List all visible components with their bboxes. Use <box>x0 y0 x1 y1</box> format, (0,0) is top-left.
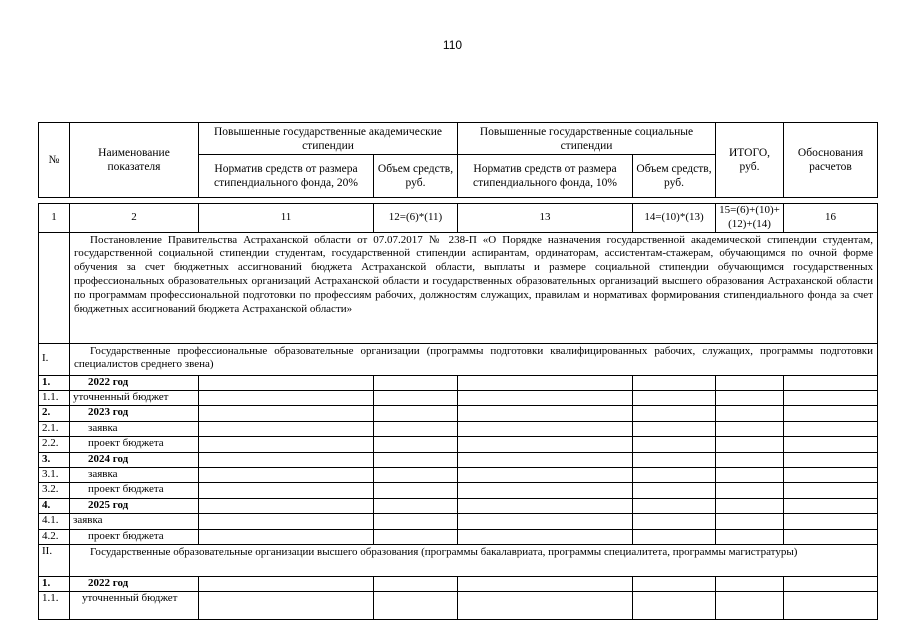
value-cell <box>458 390 633 405</box>
value-cell <box>374 529 458 544</box>
decree-row <box>39 232 878 343</box>
value-cell <box>716 452 784 467</box>
row-number: 2.2. <box>39 437 70 452</box>
value-cell <box>784 576 878 591</box>
header-social-group: Повышенные государственные социальные стипендии <box>458 123 716 155</box>
value-cell <box>716 406 784 421</box>
row-label: 2022 год <box>70 375 199 390</box>
section-row <box>39 544 878 576</box>
value-cell <box>784 498 878 513</box>
column-number: 2 <box>70 204 199 233</box>
header-academic-group: Повышенные государственные академические стипендии <box>199 123 458 155</box>
row-number: 3.2. <box>39 483 70 498</box>
header-social-norm: Норматив средств от размера стипендиального фонда, 10% <box>458 155 633 198</box>
value-cell <box>458 437 633 452</box>
row-label: 2024 год <box>70 452 199 467</box>
value-cell <box>633 390 716 405</box>
table-row <box>39 452 878 467</box>
table-row <box>39 483 878 498</box>
column-number: 13 <box>458 204 633 233</box>
value-cell <box>199 437 374 452</box>
value-cell <box>199 514 374 529</box>
value-cell <box>199 576 374 591</box>
row-number: 3. <box>39 452 70 467</box>
row-label: 2023 год <box>70 406 199 421</box>
value-cell <box>784 390 878 405</box>
section-title: Государственные профессиональные образовательные организации (программы подготовки квалифицированных рабочих, служащих, программы подготовки специалистов среднего звена) <box>70 343 878 375</box>
value-cell <box>716 437 784 452</box>
value-cell <box>199 483 374 498</box>
section-number: II. <box>39 544 70 576</box>
value-cell <box>633 437 716 452</box>
table-row <box>39 390 878 405</box>
page-number: 110 <box>442 38 463 52</box>
header-social-volume: Объем средств, руб. <box>633 155 716 198</box>
table-row <box>39 467 878 482</box>
decree-text: Постановление Правительства Астраханской области от 07.07.2017 № 238-П «О Порядке назначения государственной академической стипендии студентам, государственной социальной стипендии студентам, государственной стипендии аспирантам, ординаторам, ассистентам-стажерам, обучающимся по очной форме обучения за счет бюджетных ассигнований бюджета Астраханской области, выплаты и размере социальной стипендии обучающимся государственных профессиональных образовательных организаций Астраханской области и государственных образовательных организаций высшего образования Астраханской области по программам профессиональной подготовки по профессиям рабочих, должностям служащих, правилам и нормативах формирования стипендиального фонда за счет бюджетных ассигнований бюджета Астраханской области» <box>70 232 878 343</box>
value-cell <box>458 592 633 620</box>
column-number: 12=(6)*(11) <box>374 204 458 233</box>
value-cell <box>199 406 374 421</box>
table-row <box>39 498 878 513</box>
value-cell <box>458 529 633 544</box>
value-cell <box>374 592 458 620</box>
table-row <box>39 592 878 620</box>
value-cell <box>458 452 633 467</box>
value-cell <box>716 592 784 620</box>
section-number: I. <box>39 343 70 375</box>
table-row <box>39 529 878 544</box>
value-cell <box>784 529 878 544</box>
section-title: Государственные образовательные организации высшего образования (программы бакалавриата, программы специалитета, программы магистратуры) <box>70 544 878 576</box>
header-academic-volume: Объем средств, руб. <box>374 155 458 198</box>
value-cell <box>784 437 878 452</box>
value-cell <box>199 467 374 482</box>
row-label: проект бюджета <box>70 529 199 544</box>
value-cell <box>633 467 716 482</box>
column-number: 11 <box>199 204 374 233</box>
value-cell <box>374 576 458 591</box>
value-cell <box>633 375 716 390</box>
row-number: 1. <box>39 576 70 591</box>
row-number: 1.1. <box>39 390 70 405</box>
header-indicator-name: Наименование показателя <box>70 123 199 198</box>
value-cell <box>633 529 716 544</box>
table-row <box>39 375 878 390</box>
row-label: проект бюджета <box>70 483 199 498</box>
table-row <box>39 576 878 591</box>
table-body <box>38 203 878 620</box>
column-numbering-row <box>39 204 878 233</box>
value-cell <box>784 514 878 529</box>
value-cell <box>716 375 784 390</box>
header-basis: Обоснования расчетов <box>784 123 878 198</box>
row-label: уточненный бюджет <box>70 390 199 405</box>
value-cell <box>784 467 878 482</box>
value-cell <box>784 375 878 390</box>
value-cell <box>784 421 878 436</box>
header-number: № <box>39 123 70 198</box>
value-cell <box>374 375 458 390</box>
value-cell <box>716 514 784 529</box>
value-cell <box>633 498 716 513</box>
value-cell <box>458 375 633 390</box>
value-cell <box>633 576 716 591</box>
value-cell <box>374 483 458 498</box>
value-cell <box>633 592 716 620</box>
section-row <box>39 343 878 375</box>
row-label: 2025 год <box>70 498 199 513</box>
header-total: ИТОГО, руб. <box>716 123 784 198</box>
row-label: проект бюджета <box>70 437 199 452</box>
table-header <box>38 122 878 198</box>
row-number: 2. <box>39 406 70 421</box>
value-cell <box>199 592 374 620</box>
table-row <box>39 406 878 421</box>
value-cell <box>458 576 633 591</box>
value-cell <box>374 498 458 513</box>
value-cell <box>199 375 374 390</box>
value-cell <box>458 483 633 498</box>
value-cell <box>633 421 716 436</box>
value-cell <box>716 529 784 544</box>
row-number: 3.1. <box>39 467 70 482</box>
value-cell <box>199 498 374 513</box>
value-cell <box>716 498 784 513</box>
column-number: 1 <box>39 204 70 233</box>
row-number: 4.1. <box>39 514 70 529</box>
row-label: заявка <box>70 514 199 529</box>
value-cell <box>199 452 374 467</box>
value-cell <box>633 514 716 529</box>
value-cell <box>458 467 633 482</box>
value-cell <box>716 421 784 436</box>
value-cell <box>784 483 878 498</box>
value-cell <box>784 592 878 620</box>
value-cell <box>374 390 458 405</box>
value-cell <box>458 498 633 513</box>
value-cell <box>633 406 716 421</box>
column-number: 15=(6)+(10)+(12)+(14) <box>716 204 784 233</box>
value-cell <box>374 467 458 482</box>
value-cell <box>199 390 374 405</box>
value-cell <box>199 421 374 436</box>
header-academic-norm: Норматив средств от размера стипендиального фонда, 20% <box>199 155 374 198</box>
row-label: 2022 год <box>70 576 199 591</box>
value-cell <box>716 467 784 482</box>
row-label: заявка <box>70 467 199 482</box>
value-cell <box>784 406 878 421</box>
value-cell <box>374 514 458 529</box>
row-number: 1.1. <box>39 592 70 620</box>
table-row <box>39 514 878 529</box>
value-cell <box>199 529 374 544</box>
value-cell <box>458 514 633 529</box>
value-cell <box>784 452 878 467</box>
value-cell <box>716 390 784 405</box>
value-cell <box>633 452 716 467</box>
row-number: 1. <box>39 375 70 390</box>
value-cell <box>458 406 633 421</box>
value-cell <box>716 576 784 591</box>
value-cell <box>374 437 458 452</box>
row-label: уточненный бюджет <box>70 592 199 620</box>
column-number: 16 <box>784 204 878 233</box>
table-row <box>39 421 878 436</box>
value-cell <box>633 483 716 498</box>
row-number: 4.2. <box>39 529 70 544</box>
row-number: 4. <box>39 498 70 513</box>
row-number: 2.1. <box>39 421 70 436</box>
value-cell <box>374 406 458 421</box>
row-label: заявка <box>70 421 199 436</box>
value-cell <box>458 421 633 436</box>
value-cell <box>374 421 458 436</box>
value-cell <box>374 452 458 467</box>
value-cell <box>716 483 784 498</box>
column-number: 14=(10)*(13) <box>633 204 716 233</box>
table-row <box>39 437 878 452</box>
